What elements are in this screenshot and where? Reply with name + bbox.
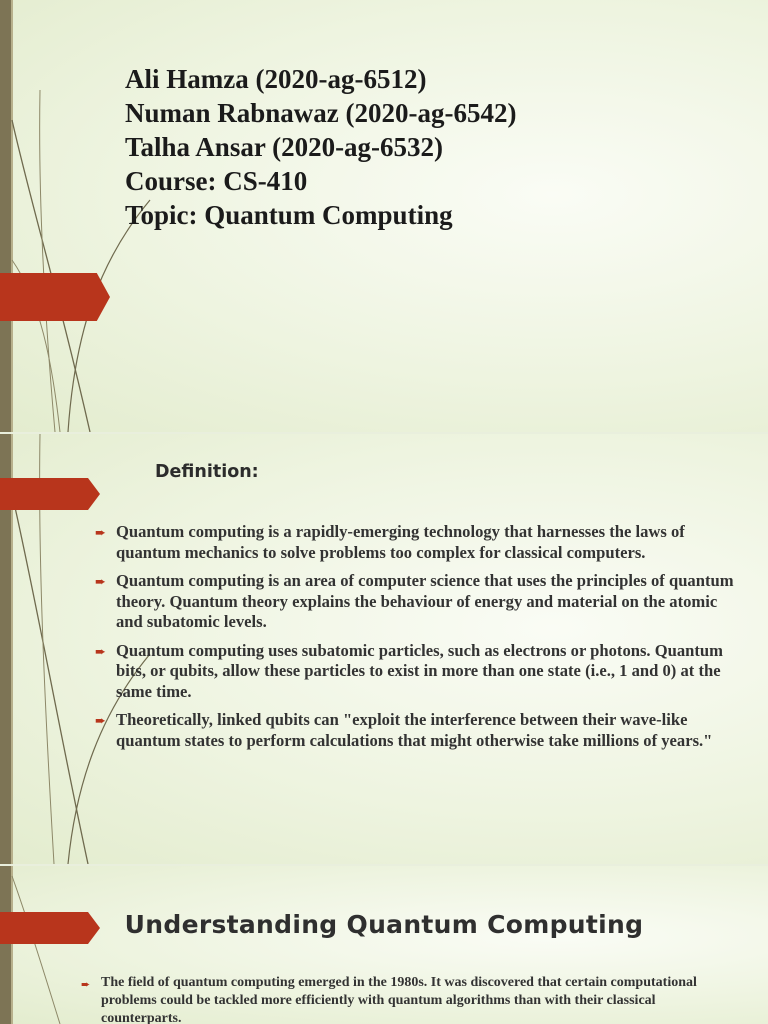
list-item bbox=[81, 974, 721, 1024]
arrow-bullet-icon: ➨ bbox=[95, 575, 106, 590]
slide-title bbox=[0, 0, 768, 432]
slide-sidebar bbox=[0, 0, 11, 432]
list-item bbox=[95, 522, 745, 563]
slide-marker-arrow bbox=[0, 478, 100, 510]
list-item bbox=[95, 641, 745, 703]
bullet-text: Quantum computing is a rapidly-emerging technology that harnesses the laws of quantum mechanics to solve problems too complex for classical computers. bbox=[116, 522, 685, 562]
slide-sidebar bbox=[0, 866, 11, 1024]
definition-heading: Definition: bbox=[155, 462, 259, 482]
author-line-1: Ali Hamza (2020-ag-6512) bbox=[125, 64, 427, 94]
arrow-bullet-icon: ➨ bbox=[81, 978, 91, 991]
slide-marker-arrow bbox=[0, 273, 110, 321]
arrow-bullet-icon: ➨ bbox=[95, 644, 106, 660]
section-heading: Understanding Quantum Computing bbox=[124, 910, 644, 939]
course-line: Course: CS-410 bbox=[125, 166, 308, 196]
bullet-text: Quantum computing is an area of computer science that uses the principles of quantum theory. Quantum theory explains the behaviour of energy and material on the atomic and subatomic levels. bbox=[116, 571, 734, 631]
arrow-bullet-icon: ➨ bbox=[95, 714, 106, 729]
list-item bbox=[95, 571, 745, 633]
bullet-text: Theoretically, linked qubits can "exploit the interference between their wave-like quantum states to perform calculations that might otherwise take millions of years." bbox=[116, 710, 713, 750]
arrow-bullet-icon: ➨ bbox=[95, 526, 106, 541]
definition-list bbox=[95, 522, 745, 759]
sidebar-accent-line bbox=[11, 866, 13, 1024]
list-item bbox=[95, 710, 745, 751]
bullet-text: The field of quantum computing emerged in the 1980s. It was discovered that certain computational problems could be tackled more efficiently with quantum algorithms than with their classical counterparts. bbox=[101, 975, 697, 1024]
bullet-text: Quantum computing uses subatomic particles, such as electrons or photons. Quantum bits, or qubits, allow these particles to exist in more than one state (i.e., 1 and 0) at the same time. bbox=[116, 640, 723, 701]
slide-definition bbox=[0, 434, 768, 864]
title-block bbox=[125, 62, 517, 232]
topic-line: Topic: Quantum Computing bbox=[125, 200, 453, 230]
slide-understanding bbox=[0, 866, 768, 1024]
author-line-3: Talha Ansar (2020-ag-6532) bbox=[125, 132, 444, 162]
understanding-list bbox=[81, 974, 721, 1024]
sidebar-accent-line bbox=[11, 0, 13, 432]
author-line-2: Numan Rabnawaz (2020-ag-6542) bbox=[125, 98, 517, 128]
